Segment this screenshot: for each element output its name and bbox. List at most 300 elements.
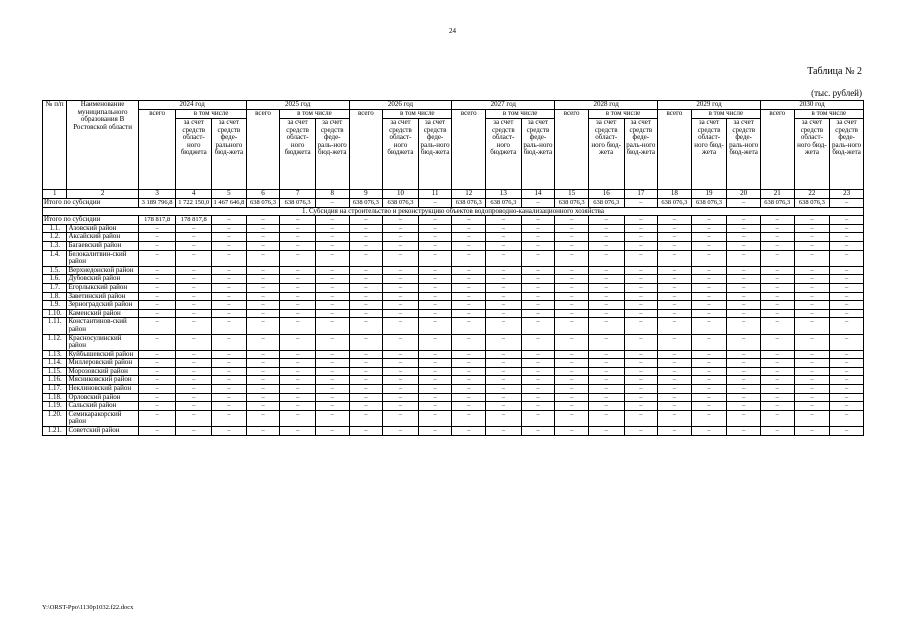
header-incl: в том числе — [176, 110, 246, 119]
row-value: – — [521, 241, 555, 250]
row-value: – — [246, 367, 280, 376]
row-value: – — [452, 376, 486, 385]
row-value: – — [658, 241, 692, 250]
row-value: – — [588, 266, 624, 275]
total-value: 638 076,3 — [760, 199, 794, 208]
row-value: – — [794, 241, 830, 250]
row-value: – — [246, 385, 280, 394]
section-total-label: Итого по субсидии — [43, 216, 139, 225]
row-value: – — [624, 224, 658, 233]
row-value: – — [555, 292, 589, 301]
row-value: – — [349, 350, 383, 359]
row-value: – — [280, 427, 316, 436]
row-district-name: Советский район — [67, 427, 138, 436]
column-number: 20 — [727, 190, 761, 199]
row-value: – — [830, 250, 864, 266]
total-value: 638 076,3 — [349, 199, 383, 208]
row-index: 1.13. — [43, 350, 67, 359]
row-value: – — [349, 376, 383, 385]
column-number: 15 — [555, 190, 589, 199]
row-value: – — [486, 402, 522, 411]
row-value: – — [658, 292, 692, 301]
row-value: – — [212, 241, 247, 250]
total-value: 638 076,3 — [794, 199, 830, 208]
row-value: – — [760, 350, 794, 359]
header-federal-budget: за счет средств феде-раль-ного бюд-жета — [624, 119, 658, 190]
row-value: – — [658, 359, 692, 368]
row-value: – — [349, 233, 383, 242]
row-value: – — [794, 224, 830, 233]
row-value: – — [830, 402, 864, 411]
table-row — [43, 393, 864, 402]
column-number: 9 — [349, 190, 383, 199]
row-value: – — [521, 275, 555, 284]
row-value: – — [658, 266, 692, 275]
table-row — [43, 427, 864, 436]
row-value: – — [555, 233, 589, 242]
column-number: 1 — [43, 190, 67, 199]
row-value: – — [624, 301, 658, 310]
row-value: – — [794, 301, 830, 310]
header-column-numbers — [43, 190, 864, 199]
row-value: – — [383, 402, 419, 411]
row-value: – — [315, 376, 349, 385]
row-value: – — [658, 318, 692, 334]
row-district-name: Заветинский район — [67, 292, 138, 301]
row-value: – — [246, 275, 280, 284]
row-value: – — [280, 250, 316, 266]
row-index: 1.7. — [43, 283, 67, 292]
row-district-name: Мясниковский район — [67, 376, 138, 385]
row-value: – — [486, 350, 522, 359]
column-number: 12 — [452, 190, 486, 199]
row-value: – — [383, 359, 419, 368]
row-value: – — [315, 334, 349, 350]
total-value: – — [315, 199, 349, 208]
column-number: 22 — [794, 190, 830, 199]
row-value: – — [830, 359, 864, 368]
row-value: – — [246, 376, 280, 385]
header-regional-budget: за счет средств област-ного бюд-жета — [691, 119, 727, 190]
row-value: – — [760, 309, 794, 318]
row-value: – — [246, 402, 280, 411]
row-value: – — [246, 250, 280, 266]
row-value: – — [830, 283, 864, 292]
section-total-value: – — [349, 216, 383, 225]
header-regional-budget: за счет средств област-ного бюджета — [486, 119, 522, 190]
row-value: – — [246, 359, 280, 368]
row-index: 1.4. — [43, 250, 67, 266]
table-row — [43, 385, 864, 394]
section-total-value: – — [315, 216, 349, 225]
row-value: – — [760, 402, 794, 411]
row-value: – — [280, 376, 316, 385]
row-value: – — [212, 301, 247, 310]
row-value: – — [727, 275, 761, 284]
row-value: – — [176, 283, 212, 292]
row-value: – — [691, 292, 727, 301]
row-district-name: Орловский район — [67, 393, 138, 402]
row-value: – — [212, 266, 247, 275]
row-value: – — [794, 427, 830, 436]
total-value: – — [830, 199, 864, 208]
column-number: 23 — [830, 190, 864, 199]
row-value: – — [830, 393, 864, 402]
total-value: 638 076,3 — [452, 199, 486, 208]
row-value: – — [588, 350, 624, 359]
table-row — [43, 376, 864, 385]
header-total: всего — [349, 110, 383, 190]
section-total-value: – — [727, 216, 761, 225]
row-district-name: Аксайский район — [67, 233, 138, 242]
row-value: – — [315, 224, 349, 233]
row-value: – — [138, 393, 176, 402]
row-value: – — [588, 410, 624, 426]
row-value: – — [727, 410, 761, 426]
row-value: – — [760, 334, 794, 350]
row-value: – — [624, 275, 658, 284]
row-index: 1.17. — [43, 385, 67, 394]
section-total-value: – — [246, 216, 280, 225]
row-value: – — [138, 292, 176, 301]
row-value: – — [658, 301, 692, 310]
total-value: – — [521, 199, 555, 208]
row-value: – — [486, 318, 522, 334]
row-value: – — [315, 241, 349, 250]
row-value: – — [691, 241, 727, 250]
row-value: – — [760, 241, 794, 250]
row-value: – — [246, 410, 280, 426]
row-value: – — [418, 334, 452, 350]
column-number: 14 — [521, 190, 555, 199]
row-value: – — [486, 334, 522, 350]
row-value: – — [176, 367, 212, 376]
row-value: – — [486, 367, 522, 376]
row-value: – — [588, 376, 624, 385]
total-value: – — [624, 199, 658, 208]
row-value: – — [138, 334, 176, 350]
row-value: – — [212, 309, 247, 318]
total-value: 3 189 796,8 — [138, 199, 176, 208]
row-value: – — [452, 350, 486, 359]
row-value: – — [624, 402, 658, 411]
row-value: – — [521, 250, 555, 266]
row-value: – — [176, 266, 212, 275]
row-value: – — [280, 241, 316, 250]
row-value: – — [794, 376, 830, 385]
row-value: – — [452, 393, 486, 402]
row-index: 1.5. — [43, 266, 67, 275]
row-value: – — [830, 275, 864, 284]
row-value: – — [624, 318, 658, 334]
row-value: – — [418, 402, 452, 411]
row-value: – — [624, 241, 658, 250]
row-index: 1.18. — [43, 393, 67, 402]
header-name: Наименование муниципального образования В Ростовской области — [67, 101, 138, 190]
header-row-years — [43, 101, 864, 110]
row-value: – — [830, 241, 864, 250]
row-value: – — [830, 318, 864, 334]
row-value: – — [588, 224, 624, 233]
subsidy-table — [42, 100, 864, 436]
row-value: – — [555, 410, 589, 426]
row-value: – — [691, 233, 727, 242]
section-total-value: – — [588, 216, 624, 225]
row-value: – — [418, 410, 452, 426]
row-value: – — [588, 359, 624, 368]
row-value: – — [246, 393, 280, 402]
row-index: 1.19. — [43, 402, 67, 411]
row-district-name: Азовский район — [67, 224, 138, 233]
row-index: 1.21. — [43, 427, 67, 436]
row-value: – — [452, 309, 486, 318]
row-value: – — [760, 318, 794, 334]
row-value: – — [138, 350, 176, 359]
row-value: – — [588, 385, 624, 394]
row-value: – — [794, 318, 830, 334]
row-value: – — [212, 224, 247, 233]
row-value: – — [521, 309, 555, 318]
row-value: – — [383, 427, 419, 436]
row-value: – — [280, 301, 316, 310]
row-value: – — [418, 292, 452, 301]
row-value: – — [760, 376, 794, 385]
header-regional-budget: за счет средств област-ного бюд-жета — [794, 119, 830, 190]
row-value: – — [691, 224, 727, 233]
header-incl: в том числе — [588, 110, 657, 119]
row-value: – — [588, 334, 624, 350]
row-value: – — [624, 376, 658, 385]
row-value: – — [212, 402, 247, 411]
row-value: – — [555, 301, 589, 310]
column-number: 16 — [588, 190, 624, 199]
table-row — [43, 309, 864, 318]
row-value: – — [280, 334, 316, 350]
row-value: – — [521, 283, 555, 292]
table-row — [43, 292, 864, 301]
row-index: 1.9. — [43, 301, 67, 310]
row-value: – — [383, 241, 419, 250]
header-federal-budget: за счет средств феде-раль-ного бюд-жета — [521, 119, 555, 190]
row-value: – — [418, 250, 452, 266]
row-value: – — [691, 359, 727, 368]
table-row — [43, 224, 864, 233]
row-district-name: Белокалитвин-ский район — [67, 250, 138, 266]
row-value: – — [452, 427, 486, 436]
column-number: 6 — [246, 190, 280, 199]
row-value: – — [418, 301, 452, 310]
row-value: – — [727, 224, 761, 233]
row-value: – — [658, 224, 692, 233]
row-value: – — [691, 301, 727, 310]
row-value: – — [138, 385, 176, 394]
row-value: – — [280, 385, 316, 394]
row-value: – — [349, 224, 383, 233]
row-value: – — [521, 318, 555, 334]
row-value: – — [246, 224, 280, 233]
row-value: – — [315, 283, 349, 292]
row-value: – — [830, 367, 864, 376]
row-value: – — [521, 402, 555, 411]
row-value: – — [212, 318, 247, 334]
row-value: – — [555, 318, 589, 334]
row-value: – — [138, 402, 176, 411]
row-district-name: Зерноградский район — [67, 301, 138, 310]
row-value: – — [246, 309, 280, 318]
row-value: – — [452, 318, 486, 334]
row-value: – — [349, 283, 383, 292]
row-value: – — [176, 275, 212, 284]
row-value: – — [418, 224, 452, 233]
table-row — [43, 402, 864, 411]
row-value: – — [691, 427, 727, 436]
row-value: – — [212, 393, 247, 402]
row-value: – — [588, 402, 624, 411]
row-value: – — [176, 301, 212, 310]
row-value: – — [830, 427, 864, 436]
header-year: 2029 год — [658, 101, 761, 110]
row-district-name: Багаевский район — [67, 241, 138, 250]
row-value: – — [138, 318, 176, 334]
row-value: – — [315, 367, 349, 376]
row-value: – — [176, 334, 212, 350]
section-total-value: – — [452, 216, 486, 225]
row-district-name: Семикаракорский район — [67, 410, 138, 426]
row-value: – — [727, 367, 761, 376]
row-value: – — [486, 427, 522, 436]
section-title: 1. Субсидия на строительство и реконструкцию объектов водопроводно-канализационного хозяйства — [43, 207, 864, 216]
row-value: – — [555, 385, 589, 394]
header-total: всего — [760, 110, 794, 190]
table-title: Таблица № 2 — [807, 66, 862, 77]
units-label: (тыс. рублей) — [811, 88, 862, 98]
row-value: – — [138, 376, 176, 385]
row-value: – — [658, 233, 692, 242]
row-value: – — [794, 292, 830, 301]
row-value: – — [727, 376, 761, 385]
row-value: – — [555, 266, 589, 275]
row-value: – — [830, 385, 864, 394]
row-value: – — [280, 402, 316, 411]
total-label: Итого по субсидии — [43, 199, 139, 208]
row-value: – — [521, 376, 555, 385]
row-value: – — [794, 402, 830, 411]
row-value: – — [624, 385, 658, 394]
row-district-name: Морозовский район — [67, 367, 138, 376]
row-value: – — [521, 410, 555, 426]
row-value: – — [486, 301, 522, 310]
row-district-name: Миллеровский район — [67, 359, 138, 368]
row-value: – — [383, 301, 419, 310]
row-value: – — [588, 283, 624, 292]
row-value: – — [383, 367, 419, 376]
row-value: – — [588, 241, 624, 250]
section-total-value: – — [760, 216, 794, 225]
row-value: – — [555, 402, 589, 411]
row-value: – — [760, 275, 794, 284]
section-total-row — [43, 216, 864, 225]
row-value: – — [452, 233, 486, 242]
row-value: – — [418, 318, 452, 334]
column-number: 7 — [280, 190, 316, 199]
row-value: – — [727, 427, 761, 436]
table-row — [43, 410, 864, 426]
row-value: – — [658, 275, 692, 284]
section-total-value: – — [486, 216, 522, 225]
row-value: – — [138, 309, 176, 318]
row-value: – — [555, 393, 589, 402]
row-value: – — [521, 427, 555, 436]
row-value: – — [280, 266, 316, 275]
row-value: – — [176, 427, 212, 436]
row-index: 1.15. — [43, 367, 67, 376]
row-value: – — [691, 402, 727, 411]
row-value: – — [691, 318, 727, 334]
row-value: – — [383, 275, 419, 284]
row-value: – — [830, 334, 864, 350]
row-value: – — [418, 283, 452, 292]
header-year: 2028 год — [555, 101, 658, 110]
row-value: – — [349, 309, 383, 318]
row-value: – — [383, 224, 419, 233]
row-value: – — [760, 393, 794, 402]
row-value: – — [658, 350, 692, 359]
row-value: – — [176, 224, 212, 233]
row-value: – — [383, 292, 419, 301]
table-row — [43, 283, 864, 292]
row-value: – — [315, 292, 349, 301]
row-value: – — [383, 385, 419, 394]
column-number: 10 — [383, 190, 419, 199]
page-number: 24 — [449, 27, 456, 35]
header-federal-budget: за счет средств феде-раль-ного бюд-жета — [727, 119, 761, 190]
header-regional-budget: за счет средств област-ного бюд-жета — [588, 119, 624, 190]
column-number: 3 — [138, 190, 176, 199]
row-value: – — [794, 367, 830, 376]
row-value: – — [486, 385, 522, 394]
row-value: – — [691, 367, 727, 376]
row-value: – — [315, 250, 349, 266]
header-regional-budget: за счет средств област-ного бюджета — [280, 119, 316, 190]
row-value: – — [383, 283, 419, 292]
file-path-footer: Y:\ORST-Ppo\1130p1032.f22.docx — [42, 604, 134, 611]
row-value: – — [760, 385, 794, 394]
row-value: – — [830, 301, 864, 310]
row-value: – — [246, 283, 280, 292]
row-value: – — [176, 292, 212, 301]
row-value: – — [727, 301, 761, 310]
row-value: – — [588, 275, 624, 284]
row-value: – — [246, 241, 280, 250]
row-value: – — [212, 367, 247, 376]
total-value: 638 076,3 — [588, 199, 624, 208]
row-value: – — [212, 283, 247, 292]
header-total: всего — [555, 110, 589, 190]
row-value: – — [624, 393, 658, 402]
row-value: – — [727, 266, 761, 275]
total-value: 638 076,3 — [246, 199, 280, 208]
row-value: – — [246, 233, 280, 242]
row-value: – — [794, 350, 830, 359]
row-value: – — [794, 410, 830, 426]
row-value: – — [315, 309, 349, 318]
table-row — [43, 334, 864, 350]
row-index: 1.11. — [43, 318, 67, 334]
row-value: – — [691, 393, 727, 402]
row-value: – — [349, 241, 383, 250]
row-value: – — [349, 367, 383, 376]
row-value: – — [418, 376, 452, 385]
